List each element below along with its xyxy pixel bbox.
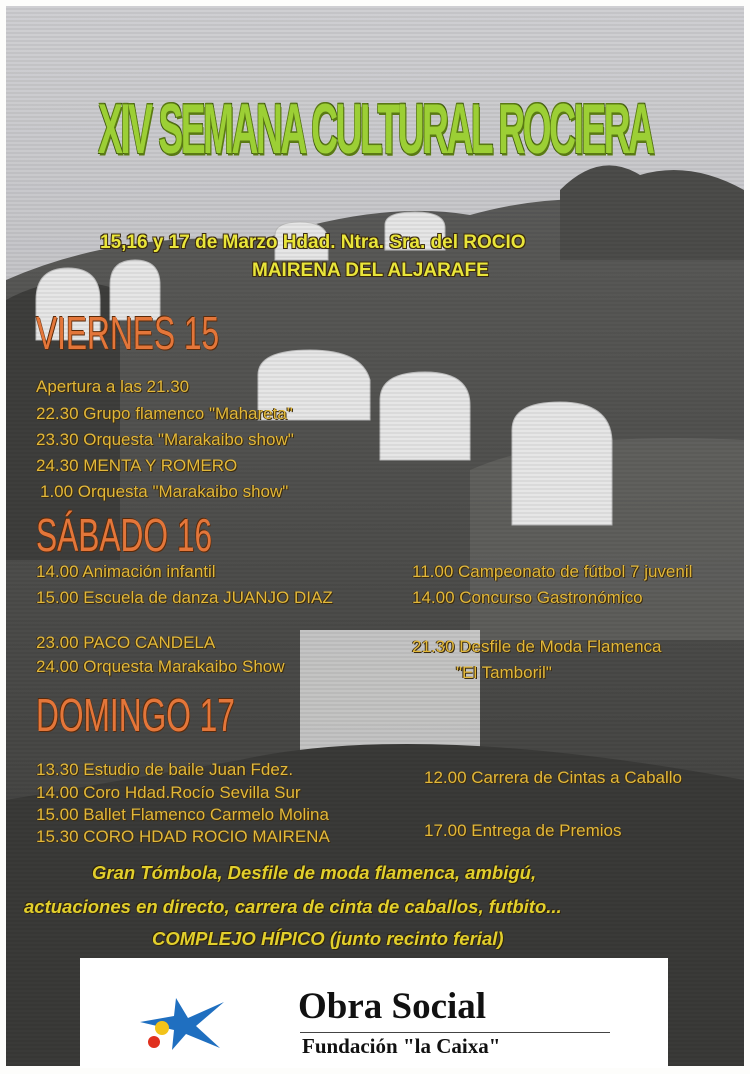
location-line: MAIRENA DEL ALJARAFE	[252, 260, 489, 281]
sabado-event: 24.00 Orquesta Marakaibo Show	[36, 657, 285, 676]
viernes-event: 1.00 Orquesta "Marakaibo show"	[40, 482, 289, 501]
la-caixa-star-icon	[124, 992, 244, 1052]
sabado-event: 15.00 Escuela de danza JUANJO DIAZ	[36, 588, 333, 607]
poster-title: XIV SEMANA CULTURAL ROCIERA	[98, 89, 653, 169]
viernes-heading: VIERNES 15	[36, 308, 220, 360]
viernes-event: 23.30 Orquesta "Marakaibo show"	[36, 430, 294, 449]
sponsor-divider	[300, 1032, 610, 1033]
domingo-event: 17.00 Entrega de Premios	[424, 821, 622, 840]
domingo-event: 14.00 Coro Hdad.Rocío Sevilla Sur	[36, 783, 301, 802]
footer-line: actuaciones en directo, carrera de cinta de caballos, futbito...	[24, 896, 562, 917]
footer-line: COMPLEJO HÍPICO (junto recinto ferial)	[152, 928, 504, 949]
sabado-event: 14.00 Concurso Gastronómico	[412, 588, 643, 607]
sabado-heading: SÁBADO 16	[36, 510, 213, 562]
viernes-event: 24.30 MENTA Y ROMERO	[36, 456, 238, 475]
sabado-event: 11.00 Campeonato de fútbol 7 juvenil	[412, 562, 693, 581]
viernes-event: 22.30 Grupo flamenco "Mahareta"	[36, 404, 293, 423]
domingo-event: 15.00 Ballet Flamenco Carmelo Molina	[36, 805, 329, 824]
domingo-event: 13.30 Estudio de baile Juan Fdez.	[36, 760, 294, 779]
domingo-event: 12.00 Carrera de Cintas a Caballo	[424, 768, 682, 787]
sponsor-box	[80, 958, 668, 1068]
domingo-event: 15.30 CORO HDAD ROCIO MAIRENA	[36, 827, 330, 846]
sabado-event: 23.00 PACO CANDELA	[36, 633, 216, 652]
dates-line: 15,16 y 17 de Marzo Hdad. Ntra. Sra. del ROCIO	[100, 232, 526, 253]
viernes-event: Apertura a las 21.30	[36, 377, 190, 396]
sabado-event: "El Tamboril"	[456, 663, 552, 682]
domingo-heading: DOMINGO 17	[36, 690, 235, 742]
sabado-event: 21.30 Desfile de Moda Flamenca	[412, 637, 662, 656]
sponsor-foundation: Fundación "la Caixa"	[302, 1034, 501, 1058]
sponsor-name: Obra Social	[298, 986, 487, 1027]
sabado-event: 14.00 Animación infantil	[36, 562, 216, 581]
footer-line: Gran Tómbola, Desfile de moda flamenca, ambigú,	[92, 862, 537, 883]
